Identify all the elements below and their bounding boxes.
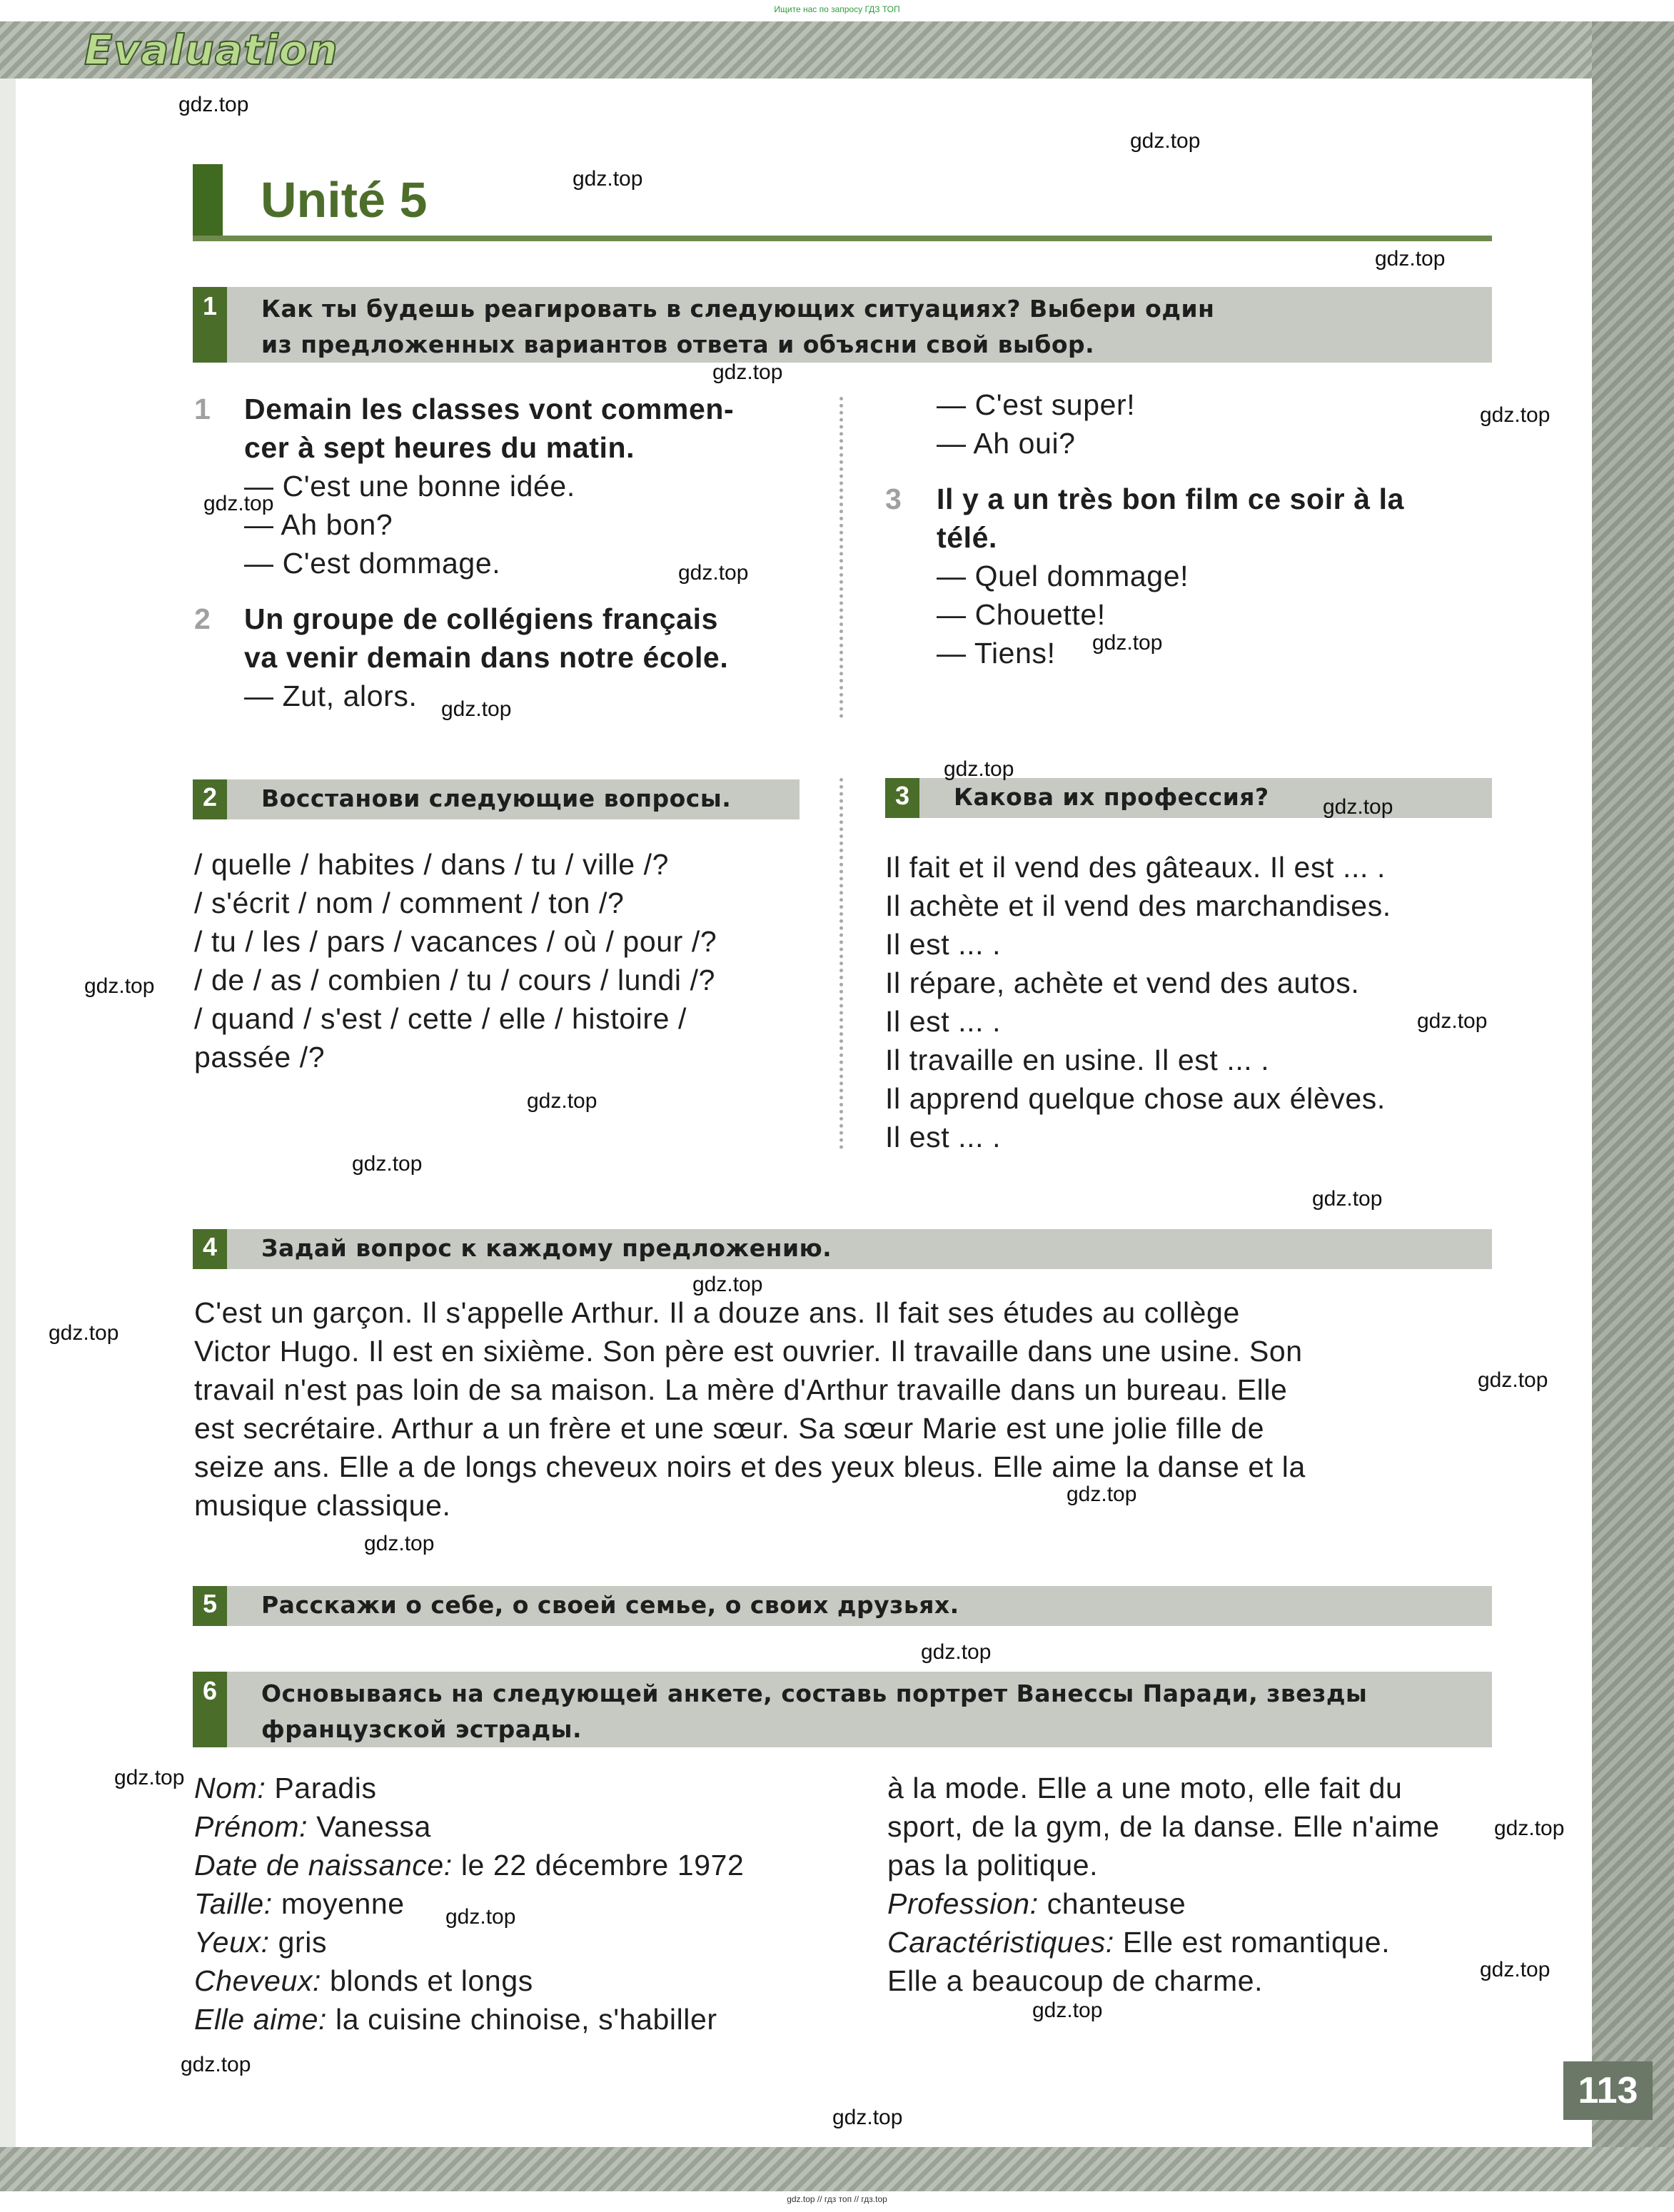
text-line: Il répare, achète et vend des autos.: [885, 966, 1360, 999]
watermark: gdz.top: [1480, 403, 1551, 427]
task-2-body: [194, 845, 822, 1076]
watermark: gdz.top: [1417, 1009, 1488, 1033]
task-5-header: [193, 1586, 1492, 1626]
unit-heading-bar: [193, 164, 223, 236]
task-1-item-3: [885, 480, 1499, 672]
watermark: gdz.top: [203, 492, 274, 515]
watermark: gdz.top: [921, 1640, 992, 1664]
text-line: Il fait et il vend des gâteaux. Il est ... .: [885, 851, 1386, 884]
watermark: gdz.top: [1312, 1187, 1383, 1211]
text-line: seize ans. Elle a de longs cheveux noirs et des yeux bleus. Elle aime la danse et la: [194, 1450, 1306, 1483]
task-3-instruction: Какова их профессия?: [954, 783, 1269, 811]
task-4-header: [193, 1229, 1492, 1269]
unit-title: Unité 5: [261, 172, 428, 228]
watermark: gdz.top: [527, 1089, 598, 1113]
watermark: gdz.top: [1323, 795, 1393, 819]
answer-option: — C'est une bonne idée.: [244, 470, 575, 503]
task-number: 6: [193, 1672, 227, 1747]
item-prompt: Il y a un très bon film ce soir à la: [937, 483, 1405, 515]
watermark: gdz.top: [712, 360, 783, 384]
profile-likes-continued: à la mode. Elle a une moto, elle fait du: [887, 1772, 1403, 1804]
column-divider: [839, 397, 843, 718]
profile-height: Taille: moyenne: [194, 1887, 405, 1920]
watermark: gdz.top: [573, 167, 643, 191]
profile-hair: Cheveux: blonds et longs: [194, 1964, 533, 1997]
watermark: gdz.top: [181, 2053, 251, 2076]
answer-option: — C'est dommage.: [244, 547, 501, 580]
top-note: Ищите нас по запросу ГДЗ ТОП: [774, 4, 900, 14]
text-line: travail n'est pas loin de sa maison. La mère d'Arthur travaille dans un bureau. Elle: [194, 1373, 1288, 1406]
task-3-header: [885, 778, 1492, 818]
watermark: gdz.top: [1478, 1368, 1548, 1392]
watermark: gdz.top: [114, 1766, 185, 1789]
text-line: est secrétaire. Arthur a un frère et une sœur. Sa sœur Marie est une jolie fille de: [194, 1412, 1265, 1445]
footer-band: [0, 2147, 1674, 2191]
task-1-item-2-continued: [937, 385, 1493, 463]
item-prompt: va venir demain dans notre école.: [244, 641, 729, 674]
watermark: gdz.top: [1092, 631, 1163, 655]
profile-characteristics: Caractéristiques: Elle est romantique.: [887, 1926, 1391, 1959]
text-line: C'est un garçon. Il s'appelle Arthur. Il a douze ans. Il fait ses études au collège: [194, 1296, 1240, 1329]
watermark: gdz.top: [1480, 1958, 1551, 1981]
profile-characteristics-continued: Elle a beaucoup de charme.: [887, 1964, 1264, 1997]
task-1-item-1: [194, 390, 808, 582]
profile-eyes: Yeux: gris: [194, 1926, 328, 1959]
watermark: gdz.top: [678, 561, 749, 585]
task-1-instruction: Как ты будешь реагировать в следующих ситуациях? Выбери один из предложенных вариантов ответа и объясни свой выбор.: [261, 295, 1215, 358]
profile-likes-continued: sport, de la gym, de la danse. Elle n'aime: [887, 1810, 1440, 1843]
watermark: gdz.top: [84, 974, 155, 998]
task-2-instruction: Восстанови следующие вопросы.: [261, 784, 732, 812]
evaluation-logo: Evaluation: [84, 26, 338, 74]
profile-profession: Profession: chanteuse: [887, 1887, 1186, 1920]
scrambled-question: passée /?: [194, 1041, 326, 1074]
item-prompt: Un groupe de collégiens français: [244, 602, 718, 635]
text-line: Il est ... .: [885, 1005, 1002, 1038]
page-left-edge: [0, 79, 16, 2147]
watermark: gdz.top: [1067, 1483, 1137, 1506]
bottom-note: gdz.top // гдз топ // гдз.top: [787, 2194, 887, 2204]
watermark: gdz.top: [832, 2106, 903, 2129]
text-line: musique classique.: [194, 1489, 451, 1522]
item-prompt: télé.: [937, 521, 998, 554]
task-2-header: [193, 779, 800, 819]
item-prompt: cer à sept heures du matin.: [244, 431, 635, 464]
text-line: Il est ... .: [885, 928, 1002, 961]
text-line: Il apprend quelque chose aux élèves.: [885, 1082, 1386, 1115]
answer-option: — Tiens!: [937, 637, 1056, 670]
task-number: 5: [193, 1586, 227, 1626]
task-number: 1: [193, 287, 227, 363]
task-3-body: [885, 848, 1499, 1156]
profile-likes: Elle aime: la cuisine chinoise, s'habiller: [194, 2003, 717, 2036]
answer-option: — Quel dommage!: [937, 560, 1189, 592]
watermark: gdz.top: [352, 1152, 423, 1176]
answer-option: — Zut, alors.: [244, 680, 418, 712]
profile-left-column: [194, 1769, 837, 2039]
profile-birth-date: Date de naissance: le 22 décembre 1972: [194, 1849, 745, 1882]
profile-right-column: [887, 1769, 1508, 2000]
task-number: 4: [193, 1229, 227, 1269]
page-edge-strip: [1592, 21, 1674, 2191]
watermark: gdz.top: [692, 1273, 763, 1296]
task-6-instruction: Основываясь на следующей анкете, составь портрет Ванессы Паради, звезды французской эстрады.: [261, 1680, 1368, 1743]
task-4-body: [194, 1293, 1479, 1525]
watermark: gdz.top: [1032, 1999, 1103, 2022]
task-number: 3: [885, 778, 919, 818]
watermark: gdz.top: [445, 1905, 516, 1929]
task-6-header: [193, 1672, 1492, 1747]
scrambled-question: / de / as / combien / tu / cours / lundi /?: [194, 964, 715, 996]
task-number: 2: [193, 779, 227, 819]
column-divider: [839, 778, 843, 1149]
task-5-instruction: Расскажи о себе, о своей семье, о своих друзьях.: [261, 1591, 959, 1619]
text-line: Il est ... .: [885, 1121, 1002, 1153]
scrambled-question: / quelle / habites / dans / tu / ville /?: [194, 848, 670, 881]
answer-option: — C'est super!: [937, 388, 1136, 421]
profile-first-name: Prénom: Vanessa: [194, 1810, 431, 1843]
answer-option: — Chouette!: [937, 598, 1106, 631]
answer-option: — Ah bon?: [244, 508, 393, 541]
task-1-header: [193, 287, 1492, 363]
page-number: 113: [1563, 2061, 1653, 2120]
watermark: gdz.top: [1130, 129, 1201, 153]
item-number: 1: [194, 393, 211, 425]
text-line: Il achète et il vend des marchandises.: [885, 889, 1391, 922]
unit-heading-underline: [193, 236, 1492, 241]
item-number: 3: [885, 483, 902, 515]
item-prompt: Demain les classes vont commen-: [244, 393, 735, 425]
profile-likes-continued: pas la politique.: [887, 1849, 1099, 1882]
watermark: gdz.top: [1375, 247, 1446, 271]
text-line: Il travaille en usine. Il est ... .: [885, 1044, 1270, 1076]
watermark: gdz.top: [364, 1532, 435, 1555]
task-4-instruction: Задай вопрос к каждому предложению.: [261, 1234, 832, 1262]
scrambled-question: / quand / s'est / cette / elle / histoire /: [194, 1002, 687, 1035]
profile-name: Nom: Paradis: [194, 1772, 377, 1804]
answer-option: — Ah oui?: [937, 427, 1076, 460]
scrambled-question: / tu / les / pars / vacances / où / pour /?: [194, 925, 717, 958]
unit-heading: [193, 164, 1478, 243]
watermark: gdz.top: [178, 93, 249, 116]
item-number: 2: [194, 602, 211, 635]
watermark: gdz.top: [944, 757, 1014, 781]
scrambled-question: / s'écrit / nom / comment / ton /?: [194, 887, 625, 919]
watermark: gdz.top: [49, 1321, 119, 1345]
watermark: gdz.top: [441, 697, 512, 721]
watermark: gdz.top: [1494, 1817, 1565, 1840]
text-line: Victor Hugo. Il est en sixième. Son père est ouvrier. Il travaille dans une usine. Son: [194, 1335, 1303, 1368]
